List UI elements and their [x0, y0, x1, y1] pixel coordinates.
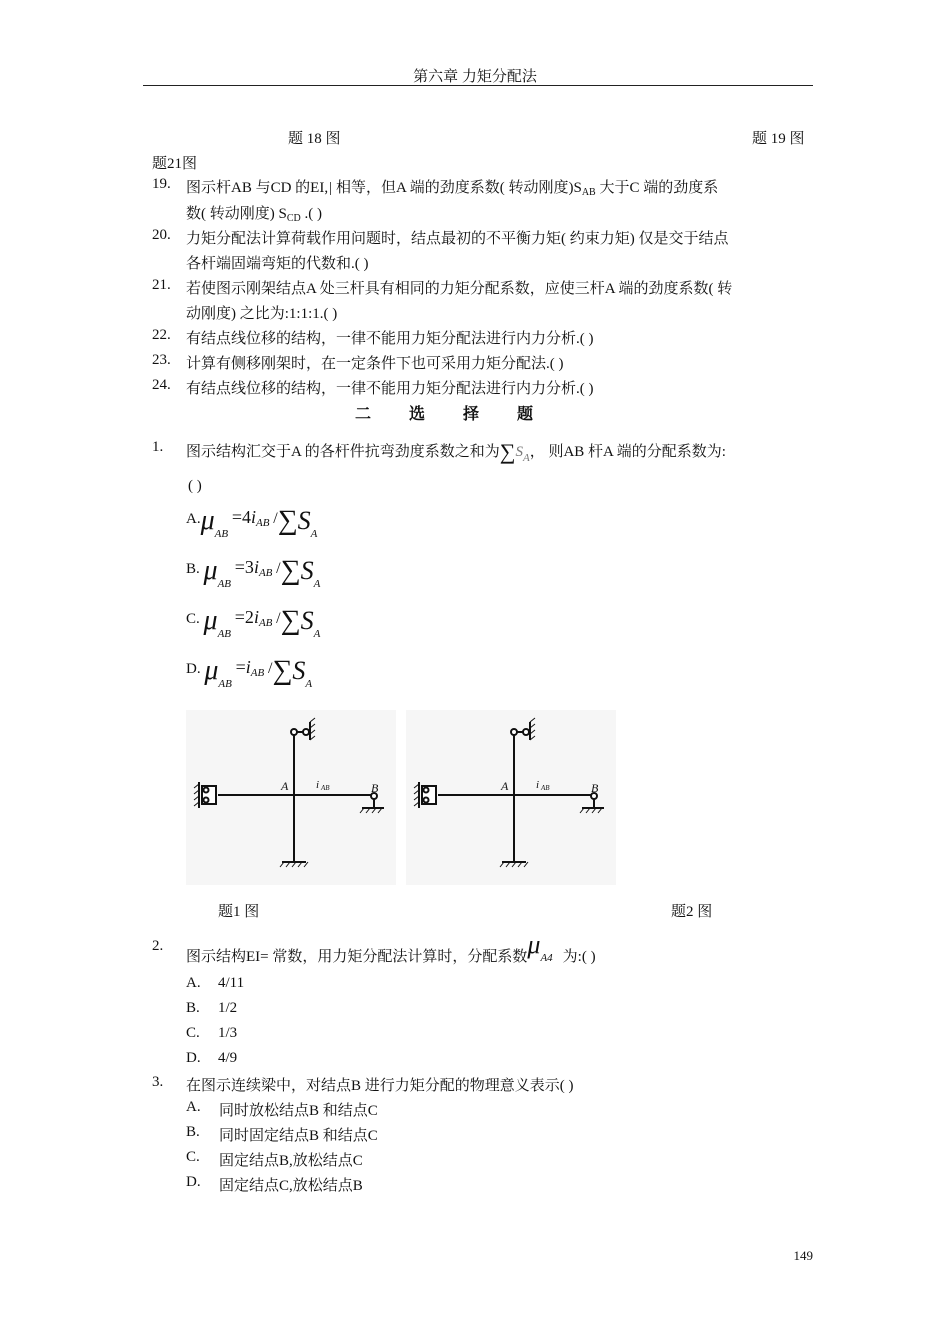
question-23-text: 计算有侧移刚架时，在一定条件下也可采用力矩分配法.( ): [186, 356, 564, 372]
q2-option-d: D. 4/9: [186, 1050, 238, 1066]
option-a: $A.\mu_{AB} =4i^{AB}$ $/\sum S_A$: [186, 505, 318, 540]
question-1-answer-paren: ( ): [188, 478, 202, 494]
question-22-text: 有结点线位移的结构，一律不能用力矩分配法进行内力分析.( ): [186, 331, 594, 347]
fig-caption-1: 题1 图: [218, 904, 260, 920]
label-i: i: [536, 779, 540, 791]
question-3-text: 在图示连续梁中，对结点B 进行力矩分配的物理意义表示( ): [186, 1078, 574, 1094]
question-21-line2: 动刚度) 之比为:1:1:1.( ): [186, 306, 338, 322]
left-roller: [204, 788, 209, 793]
question-number: 19.: [152, 176, 171, 192]
label-i-sub: AB: [321, 784, 330, 792]
left-roller: [424, 788, 429, 793]
question-2-text: 图示结构EI= 常数，用力矩分配法计算时，分配系数$\mu_{A4}$ 为:( ): [186, 930, 596, 965]
top-hinge-2: [523, 729, 529, 735]
left-roller: [204, 798, 209, 803]
question-number: 22.: [152, 327, 171, 343]
section-title-choice: 二 选 择 题: [355, 404, 534, 423]
question-number: 3.: [152, 1074, 164, 1090]
question-1-text: 图示结构汇交于A 的各杆件抗弯劲度系数之和为$\sum S_A$， 则AB 杆A 端的分配系数为:: [186, 439, 726, 464]
label-i-sub: AB: [541, 784, 550, 792]
question-number: 24.: [152, 377, 171, 393]
label-i: i: [316, 779, 320, 791]
q2-option-c: C. 1/3: [186, 1025, 238, 1041]
fig-caption-21: 题21图: [152, 156, 198, 172]
figure-1-background: [186, 710, 396, 885]
question-24-text: 有结点线位移的结构，一律不能用力矩分配法进行内力分析.( ): [186, 381, 594, 397]
fig-caption-19: 题 19 图: [752, 131, 805, 147]
question-number: 23.: [152, 352, 171, 368]
figure-2-background: [406, 710, 616, 885]
q2-option-b: B. 1/2: [186, 1000, 238, 1016]
q3-option-d: D. 固定结点C,放松结点B: [186, 1174, 363, 1194]
question-number: 21.: [152, 277, 171, 293]
label-B: B: [591, 781, 599, 795]
q3-option-a: A. 同时放松结点B 和结点C: [186, 1099, 378, 1119]
question-19-line2: 数( 转动刚度) $S_{CD}$ .( ): [186, 206, 322, 224]
option-d: D. $\mu_{AB} =i^{AB}$ $/\sum S_A$: [186, 655, 313, 690]
q3-option-b: B. 同时固定结点B 和结点C: [186, 1124, 378, 1144]
question-21-line1: 若使图示刚架结点A 处三杆具有相同的力矩分配系数，应使三杆A 端的劲度系数( 转: [186, 281, 733, 297]
fig-caption-2: 题2 图: [671, 904, 713, 920]
top-hinge: [291, 729, 297, 735]
question-number: 1.: [152, 439, 164, 455]
page-number: 149: [793, 1248, 813, 1263]
page-header-title: 第六章 力矩分配法: [413, 69, 537, 85]
left-roller: [424, 798, 429, 803]
frame-figures: [186, 710, 616, 885]
question-19-line1: 图示杆AB 与CD 的EI,| 相等，但A 端的劲度系数( 转动刚度)$S_{AB}$ 大于C 端的劲度系: [186, 180, 719, 198]
question-20-line2: 各杆端固端弯矩的代数和.( ): [186, 256, 369, 272]
fig-caption-18: 题 18 图: [288, 131, 341, 147]
label-B: B: [371, 781, 379, 795]
q3-option-c: C. 固定结点B,放松结点C: [186, 1149, 363, 1169]
option-c: C. $\mu_{AB} =2i^{AB}$ $/\sum S_A$: [186, 605, 321, 640]
question-number: 2.: [152, 938, 164, 954]
label-A: A: [501, 779, 509, 793]
top-hinge: [511, 729, 517, 735]
question-20-line1: 力矩分配法计算荷载作用问题时，结点最初的不平衡力矩( 约束力矩) 仅是交于结点: [186, 231, 729, 247]
q2-option-a: A. 4/11: [186, 975, 245, 991]
top-hinge-2: [303, 729, 309, 735]
option-b: B. $\mu_{AB} =3i^{AB}$ $/\sum S_A$: [186, 555, 321, 590]
header-rule: [143, 85, 813, 86]
question-number: 20.: [152, 227, 171, 243]
label-A: A: [281, 779, 289, 793]
